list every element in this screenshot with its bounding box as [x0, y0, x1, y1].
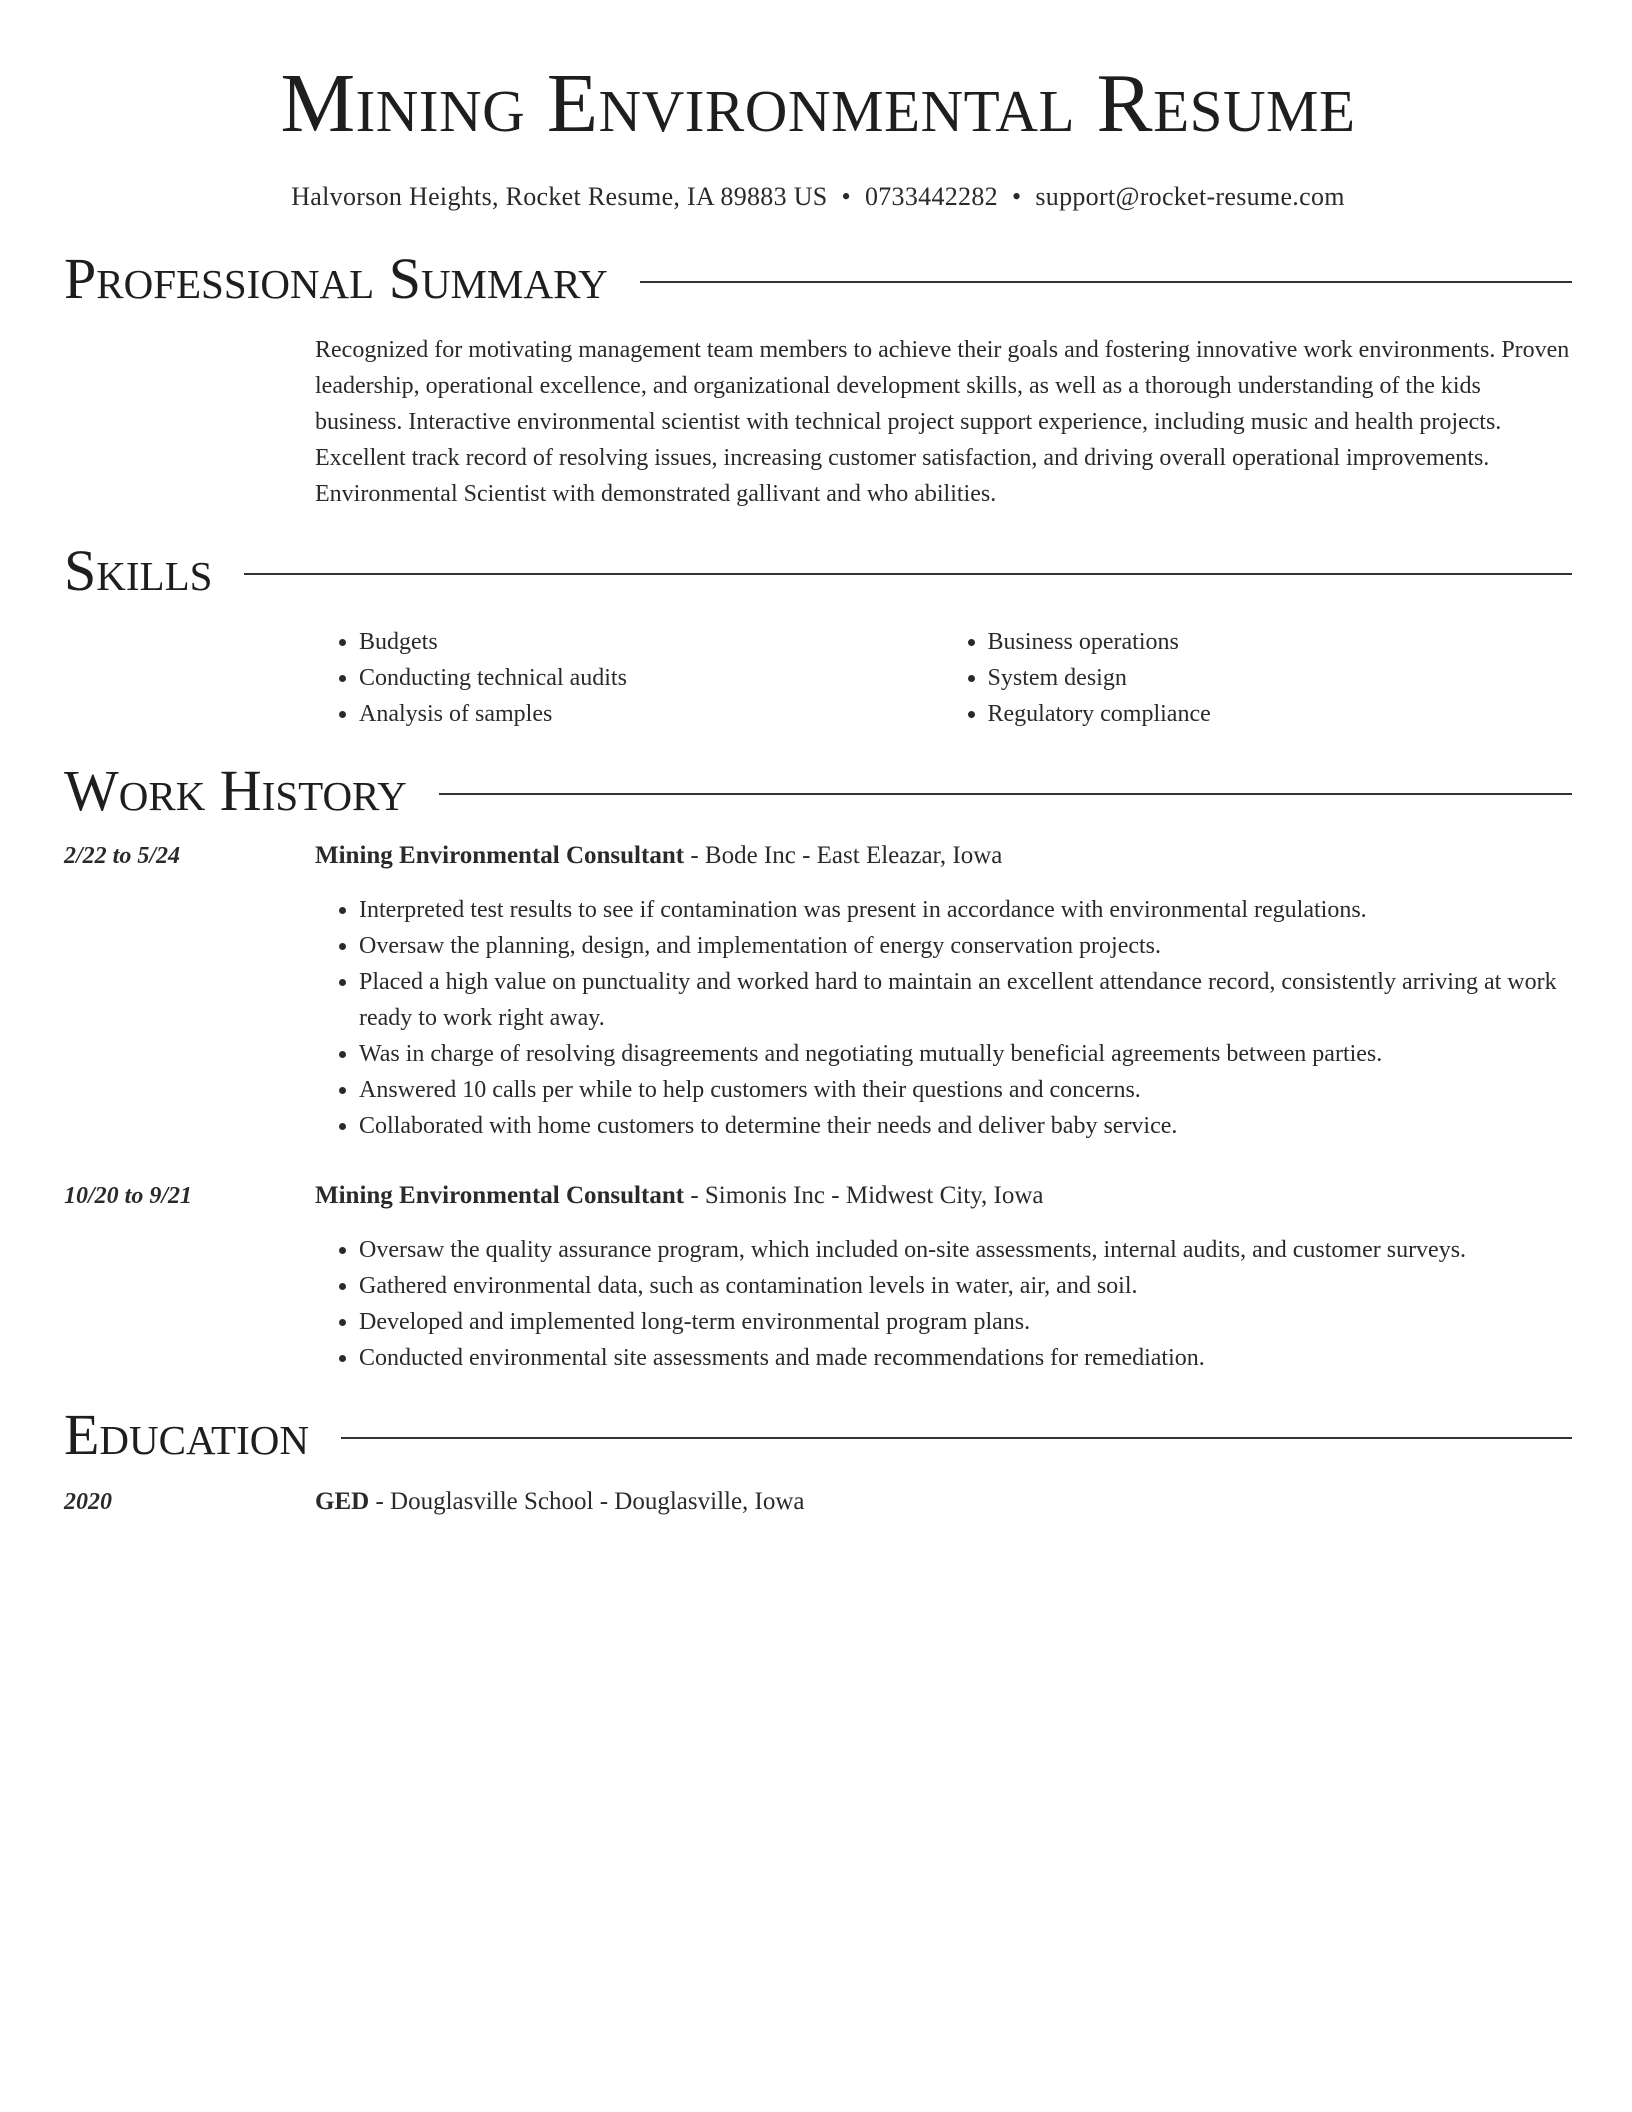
skills-list	[315, 624, 1572, 732]
contact-line	[64, 182, 1572, 212]
work-section-header	[64, 758, 1572, 823]
education-details	[315, 1484, 1572, 1520]
job-bullet: • Gathered environmental data, such as contamination levels in water, air, and soil.	[359, 1268, 1572, 1304]
job-entry	[64, 1178, 1572, 1376]
job-bullet: • Placed a high value on punctuality and worked hard to maintain an excellent attendance record, consistently arriving at work ready to work right away.	[359, 964, 1572, 1036]
job-title: Mining Environmental Consultant	[315, 1182, 685, 1209]
summary-section-header	[64, 246, 1572, 311]
skill-item: • System design	[988, 660, 1573, 696]
education-degree: GED	[315, 1488, 370, 1515]
skills-column-left	[315, 624, 944, 732]
skill-item: • Budgets	[359, 624, 944, 660]
summary-text: Recognized for motivating management team members to achieve their goals and fostering innovative work environments. Proven leadership, operational excellence, and organizational development skills, as well as a thorough understanding of the kids business. Interactive environmental scientist with technical project support experience, including music and health projects. Excellent track record of resolving issues, increasing customer satisfaction, and driving overall operational improvements. Environmental Scientist with demonstrated gallivant and who abilities.	[315, 337, 1570, 507]
job-bullet: • Developed and implemented long-term environmental program plans.	[359, 1304, 1572, 1340]
job-bullet: • Conducted environmental site assessments and made recommendations for remediation.	[359, 1340, 1572, 1376]
job-bullets	[315, 892, 1572, 1144]
skills-heading: Skills	[64, 538, 213, 603]
skills-section-header	[64, 538, 1572, 603]
contact-separator: •	[841, 182, 851, 211]
job-details: - Simonis Inc - Midwest City, Iowa	[684, 1182, 1044, 1209]
skill-item: • Conducting technical audits	[359, 660, 944, 696]
skill-item: • Business operations	[988, 624, 1573, 660]
section-divider	[341, 1437, 1572, 1439]
education-school: - Douglasville School - Douglasville, Iowa	[369, 1488, 805, 1515]
job-bullet: • Oversaw the planning, design, and implementation of energy conservation projects.	[359, 928, 1572, 964]
job-title: Mining Environmental Consultant	[315, 842, 685, 869]
job-bullet: • Interpreted test results to see if contamination was present in accordance with environmental regulations.	[359, 892, 1572, 928]
job-body	[315, 1178, 1572, 1376]
job-bullet: • Oversaw the quality assurance program, which included on-site assessments, internal audits, and customer surveys.	[359, 1232, 1572, 1268]
job-heading	[315, 838, 1572, 874]
section-divider	[439, 793, 1572, 795]
skill-item: • Regulatory compliance	[988, 696, 1573, 732]
job-bullet: • Collaborated with home customers to determine their needs and deliver baby service.	[359, 1108, 1572, 1144]
summary-heading: Professional Summary	[64, 246, 608, 311]
contact-separator: •	[1011, 182, 1022, 211]
education-year: 2020	[64, 1489, 112, 1515]
contact-phone: 0733442282	[864, 182, 998, 211]
resume-title: Mining Environmental Resume	[280, 57, 1356, 150]
section-divider	[640, 281, 1572, 283]
work-heading: Work History	[64, 758, 407, 823]
job-dates: 10/20 to 9/21	[64, 1183, 193, 1209]
section-divider	[244, 573, 1572, 575]
job-details: - Bode Inc - East Eleazar, Iowa	[684, 842, 1003, 869]
resume-page	[64, 0, 1572, 1520]
skill-item: • Analysis of samples	[359, 696, 944, 732]
education-entry	[64, 1484, 1572, 1520]
job-entry	[64, 838, 1572, 1144]
education-heading: Education	[64, 1402, 309, 1467]
job-body	[315, 838, 1572, 1144]
contact-address: Halvorson Heights, Rocket Resume, IA 89883 US	[291, 182, 828, 211]
job-dates: 2/22 to 5/24	[64, 843, 181, 869]
skills-column-right	[944, 624, 1573, 732]
job-bullets	[315, 1232, 1572, 1376]
contact-email: support@rocket-resume.com	[1035, 182, 1345, 211]
job-heading	[315, 1178, 1572, 1214]
job-bullet: • Answered 10 calls per while to help customers with their questions and concerns.	[359, 1072, 1572, 1108]
education-section-header	[64, 1402, 1572, 1467]
job-bullet: • Was in charge of resolving disagreements and negotiating mutually beneficial agreements between parties.	[359, 1036, 1572, 1072]
